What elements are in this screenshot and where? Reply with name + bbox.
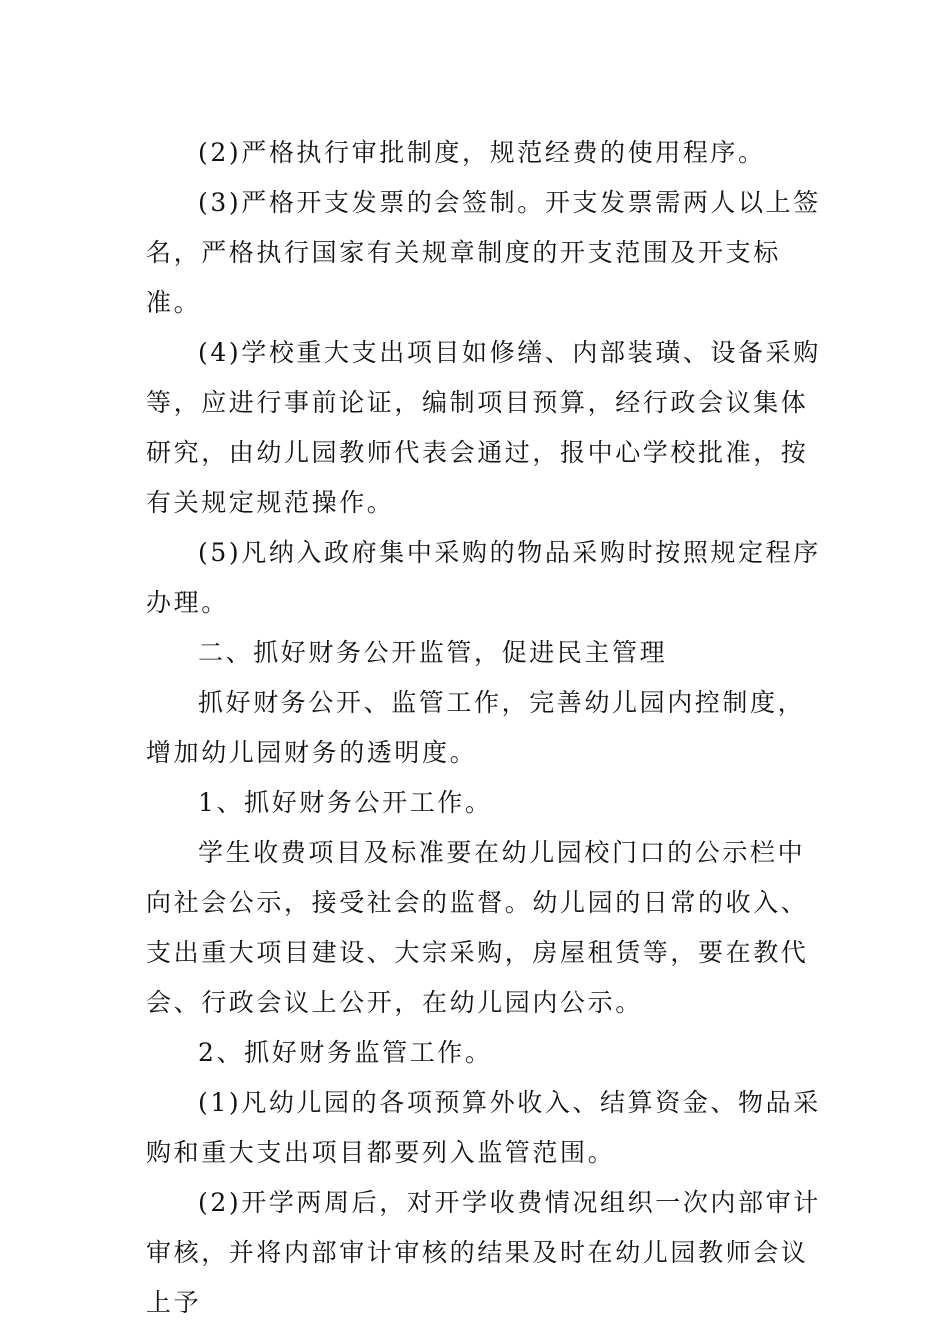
paragraph-fee-publicity: 学生收费项目及标准要在幼儿园校门口的公示栏中向社会公示，接受社会的监督。幼儿园的日常的收入、支出重大项目建设、大宗采购，房屋租赁等，要在教代会、行政会议上公开，在幼儿园内公示。 <box>146 838 809 1017</box>
paragraph-approval-system: (2)严格执行审批制度，规范经费的使用程序。 <box>198 138 766 167</box>
paragraph-government-procurement: (5)凡纳入政府集中采购的物品采购时按照规定程序办理。 <box>146 538 821 617</box>
paragraph-major-expenditure: (4)学校重大支出项目如修缮、内部装璜、设备采购等，应进行事前论证，编制项目预算，经行政会议集体研究，由幼儿园教师代表会通过，报中心学校批准，按有关规定规范操作。 <box>146 338 821 517</box>
paragraph-supervision-scope: (1)凡幼儿园的各项预算外收入、结算资金、物品采购和重大支出项目都要列入监管范围。 <box>146 1088 821 1167</box>
document-body <box>146 128 826 1328</box>
section-heading-financial-disclosure: 二、抓好财务公开监管，促进民主管理 <box>198 638 668 667</box>
subheading-disclosure-work: 1、抓好财务公开工作。 <box>198 788 493 817</box>
subheading-supervision-work: 2、抓好财务监管工作。 <box>198 1038 493 1067</box>
paragraph-invoice-cosign: (3)严格开支发票的会签制。开支发票需两人以上签名，严格执行国家有关规章制度的开支范围及开支标准。 <box>146 188 821 317</box>
paragraph-internal-audit: (2)开学两周后，对开学收费情况组织一次内部审计审核，并将内部审计审核的结果及时在幼儿园教师会议上予 <box>146 1188 821 1317</box>
paragraph-disclosure-intro: 抓好财务公开、监管工作，完善幼儿园内控制度，增加幼儿园财务的透明度。 <box>146 688 806 767</box>
